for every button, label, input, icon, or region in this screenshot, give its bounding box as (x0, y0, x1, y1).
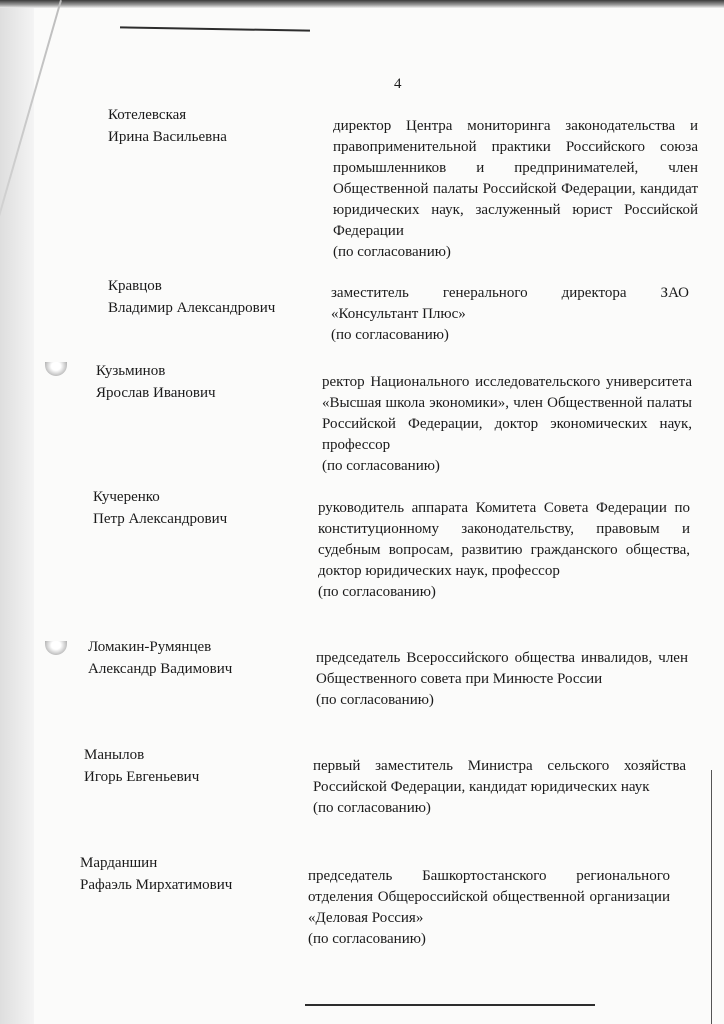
member-role (308, 866, 670, 950)
member-given-names: Ярослав Иванович (96, 385, 216, 401)
page-number: 4 (394, 76, 402, 92)
member-given-names: Игорь Евгеньевич (84, 769, 200, 785)
member-role (322, 372, 692, 477)
member-name (108, 104, 227, 148)
member-name (96, 360, 216, 404)
bottom-rule (305, 1004, 595, 1006)
member-surname: Манылов (84, 747, 145, 763)
member-name (108, 275, 275, 319)
member-role (313, 756, 686, 819)
member-given-names: Петр Александрович (93, 511, 228, 527)
top-rule (120, 26, 310, 31)
member-role (316, 648, 688, 711)
member-note: (по согласованию) (308, 931, 426, 947)
member-role-text: председатель Башкортостанского регионального отделения Общероссийской общественной организации «Деловая Россия» (308, 868, 670, 926)
member-role-text: заместитель генерального директора ЗАО «Консультант Плюс» (331, 285, 689, 322)
member-role-text: руководитель аппарата Комитета Совета Федерации по конституционному законодательству, правовым и судебным вопросам, развитию гражданского общества, доктор юридических наук, профессор (318, 500, 690, 579)
member-note: (по согласованию) (316, 692, 434, 708)
member-role-text: ректор Национального исследовательского университета «Высшая школа экономики», член Общественной палаты Российской Федерации, доктор экономических наук, профессор (322, 374, 692, 453)
member-given-names: Ирина Васильевна (108, 129, 227, 145)
member-name (80, 852, 232, 896)
member-surname: Котелевская (108, 107, 187, 123)
member-role-text: директор Центра мониторинга законодательства и правоприменительной практики Российского союза промышленников и предпринимателей, член Общественной палаты Российской Федерации, кандидат юридических наук, заслуженный юрист Российской Федерации (333, 118, 698, 239)
punch-hole-icon (45, 641, 67, 655)
member-role (318, 498, 690, 603)
member-role-text: первый заместитель Министра сельского хозяйства Российской Федерации, кандидат юридических наук (313, 758, 686, 795)
page-edge-line (711, 770, 712, 1024)
member-role-text: председатель Всероссийского общества инвалидов, член Общественного совета при Минюсте России (316, 650, 688, 687)
member-note: (по согласованию) (318, 584, 436, 600)
member-note: (по согласованию) (322, 458, 440, 474)
member-surname: Марданшин (80, 855, 158, 871)
member-note: (по согласованию) (313, 800, 431, 816)
member-note: (по согласованию) (333, 244, 451, 260)
member-role (333, 116, 698, 263)
punch-hole-icon (45, 362, 67, 376)
member-given-names: Рафаэль Мирхатимович (80, 877, 233, 893)
member-given-names: Александр Вадимович (88, 661, 233, 677)
member-note: (по согласованию) (331, 327, 449, 343)
member-name (93, 486, 227, 530)
member-surname: Ломакин-Румянцев (88, 639, 212, 655)
member-name (84, 744, 199, 788)
member-surname: Кучеренко (93, 489, 160, 505)
member-surname: Кузьминов (96, 363, 166, 379)
member-name (88, 636, 232, 680)
member-given-names: Владимир Александрович (108, 300, 276, 316)
member-role (331, 283, 689, 346)
scan-shadow-top (0, 0, 724, 8)
member-surname: Кравцов (108, 278, 162, 294)
